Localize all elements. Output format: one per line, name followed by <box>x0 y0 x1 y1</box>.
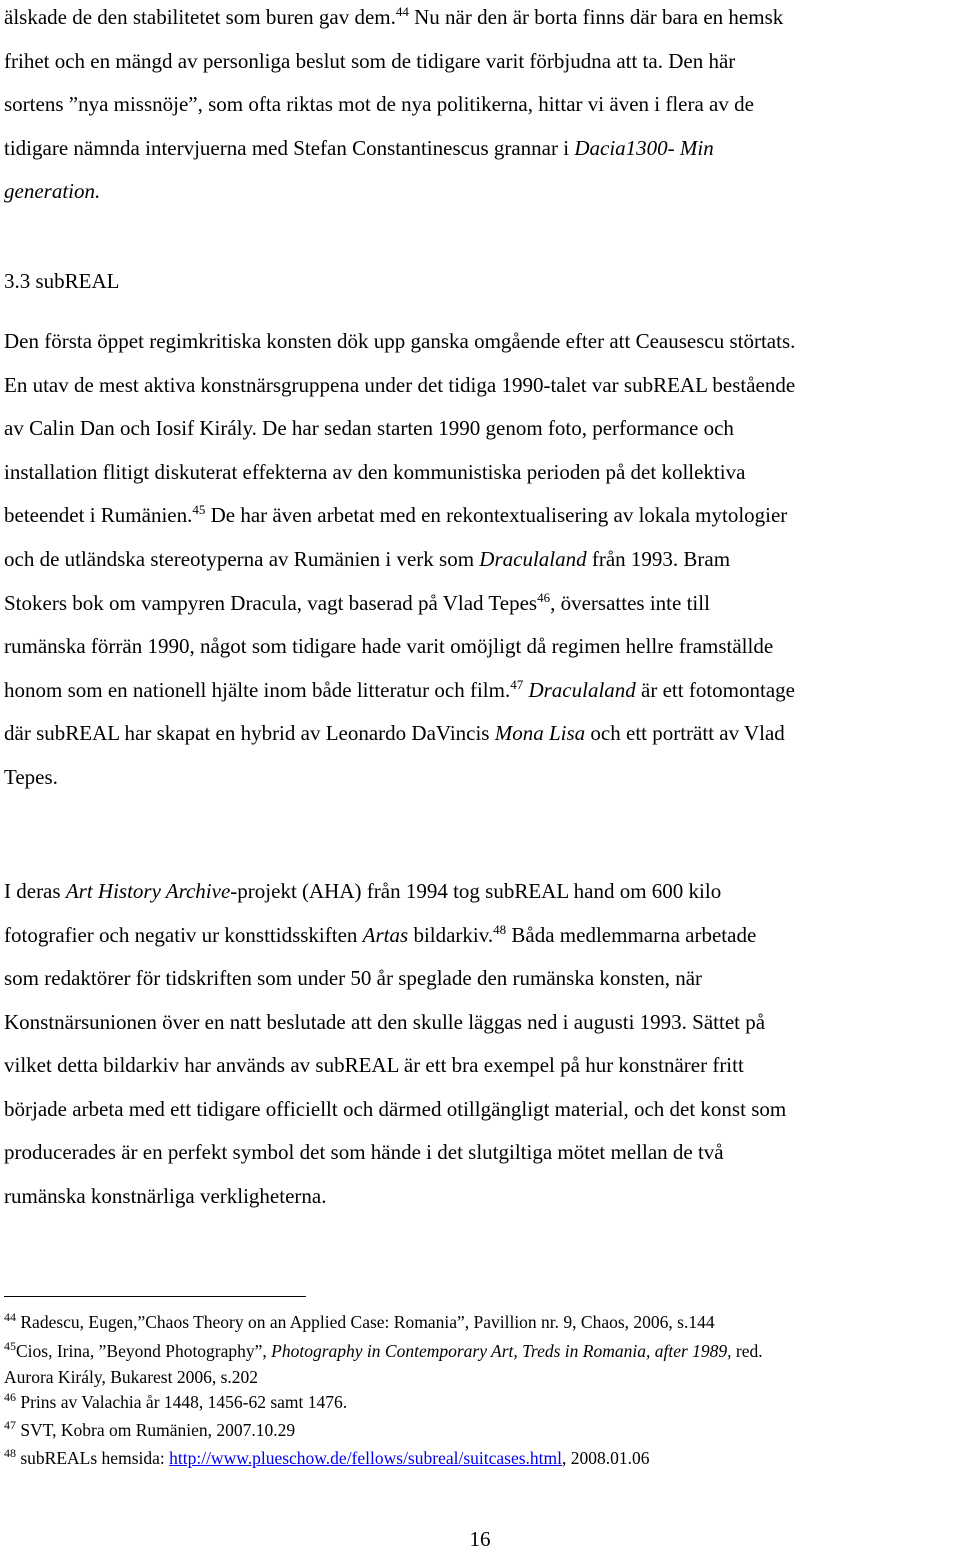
text-line: rumänska förrän 1990, något som tidigare hade varit omöjligt då regimen hellre framställde <box>4 634 774 659</box>
text: honom som en nationell hjälte inom både litteratur och film. <box>4 677 511 702</box>
footnote-text: Prins av Valachia år 1448, 1456-62 samt 1476. <box>16 1392 348 1412</box>
text-line <box>4 582 956 626</box>
paragraph-1 <box>4 0 956 214</box>
section-heading: 3.3 subREAL <box>4 269 120 293</box>
text: -projekt (AHA) från 1994 tog subREAL hand om 600 kilo <box>230 879 722 903</box>
text: och ett porträtt av Vlad <box>585 721 785 746</box>
italic-title: Draculaland <box>528 677 636 702</box>
text-line: frihet och en mängd av personliga beslut som de tidigare varit förbjudna att ta. Den här <box>4 48 736 73</box>
text-line <box>4 170 956 214</box>
text-line <box>4 914 956 958</box>
footnote-47 <box>4 1416 956 1444</box>
text-line: vilket detta bildarkiv har används av subREAL är ett bra exempel på hur konstnärer fritt <box>4 1053 744 1077</box>
text: och de utländska stereotyperna av Rumänien i verk som <box>4 546 480 571</box>
footnote-text: Radescu, Eugen,”Chaos Theory on an Applied Case: Romania”, Pavillion nr. 9, Chaos, 2006, s.144 <box>16 1312 715 1332</box>
text-line: En utav de mest aktiva konstnärsgruppena under det tidiga 1990-talet var subREAL bestående <box>4 372 796 397</box>
text-line: Konstnärsunionen över en natt beslutade att den skulle läggas ned i augusti 1993. Sättet på <box>4 1009 766 1034</box>
text: där subREAL har skapat en hybrid av Leonardo DaVincis <box>4 721 495 746</box>
subreal-website-link[interactable]: http://www.plueschow.de/fellows/subreal/suitcases.html <box>169 1448 562 1468</box>
footnote-46 <box>4 1388 956 1416</box>
footnote-number: 48 <box>4 1446 16 1461</box>
footnote-45-cont: Aurora Király, Bukarest 2006, s.202 <box>4 1367 259 1387</box>
footnote-text: , 2008.01.06 <box>562 1448 650 1468</box>
footnote-ref-46[interactable]: 46 <box>537 589 551 605</box>
text: fotografier och negativ ur konsttidsskiften <box>4 922 363 947</box>
footnote-48 <box>4 1444 956 1472</box>
footnote-text: SVT, Kobra om Rumänien, 2007.10.29 <box>16 1420 296 1440</box>
footnote-ref-47[interactable]: 47 <box>510 676 524 692</box>
paragraph-2 <box>4 320 956 800</box>
text-line: av Calin Dan och Iosif Király. De har sedan starten 1990 genom foto, performance och <box>4 416 734 441</box>
text: I deras <box>4 879 66 903</box>
text-line <box>4 712 956 756</box>
text-line <box>4 538 956 582</box>
footnotes <box>4 1308 956 1472</box>
text: beteendet i Rumänien. <box>4 503 193 528</box>
footnote-ref-45[interactable]: 45 <box>192 502 206 518</box>
footnote-number: 45 <box>4 1339 16 1354</box>
text-line: började arbeta med ett tidigare officiellt och därmed otillgängligt material, och det konst som <box>4 1096 787 1121</box>
text-line: Tepes. <box>4 764 58 789</box>
text-line: Den första öppet regimkritiska konsten dök upp ganska omgående efter att Ceausescu störtats. <box>4 329 796 353</box>
text-line: producerades är en perfekt symbol det som hände i det slutgiltiga mötet mellan de två <box>4 1140 724 1164</box>
text-line <box>4 0 956 40</box>
text-line: sortens ”nya missnöje”, som ofta riktas mot de nya politikerna, hittar vi även i flera av de <box>4 92 754 117</box>
text-line <box>4 127 956 171</box>
footnote-text: red. <box>731 1341 763 1361</box>
footnote-number: 44 <box>4 1310 16 1325</box>
italic-title: Draculaland <box>479 546 587 571</box>
text-line: rumänska konstnärliga verkligheterna. <box>4 1183 327 1208</box>
footnote-45 <box>4 1336 956 1366</box>
footnote-text: subREALs hemsida: <box>16 1448 170 1468</box>
text: älskade de den stabilitetet som buren gav dem. <box>4 5 396 29</box>
italic-title: Art History Archive <box>65 879 231 903</box>
footnote-ref-48[interactable]: 48 <box>493 921 507 937</box>
text: är ett fotomontage <box>635 677 795 702</box>
italic-title: Dacia1300- Min <box>574 135 714 160</box>
footnote-italic: Photography in Contemporary Art, Treds in Romania, after 1989, <box>271 1341 732 1361</box>
italic-title: generation. <box>4 179 101 204</box>
text-line <box>4 669 956 713</box>
text: Stokers bok om vampyren Dracula, vagt baserad på Vlad Tepes <box>4 590 538 615</box>
footnote-ref-44[interactable]: 44 <box>395 4 409 19</box>
footnote-text: Cios, Irina, ”Beyond Photography”, <box>16 1341 272 1361</box>
footnote-44 <box>4 1308 956 1336</box>
footnote-number: 47 <box>4 1418 16 1433</box>
text-line: som redaktörer för tidskriften som under 50 år speglade den rumänska konsten, när <box>4 966 703 990</box>
footnote-separator <box>4 1296 306 1297</box>
footnote-number: 46 <box>4 1390 16 1405</box>
text: Nu när den är borta finns där bara en hemsk <box>408 5 784 29</box>
text: bildarkiv. <box>408 922 494 947</box>
text: , översattes inte till <box>550 590 710 615</box>
text-line <box>4 494 956 538</box>
page-number: 16 <box>469 1527 491 1551</box>
text: tidigare nämnda intervjuerna med Stefan Constantinescus grannar i <box>4 135 575 160</box>
italic-title: Mona Lisa <box>494 721 586 746</box>
paragraph-3 <box>4 870 956 1218</box>
text: från 1993. Bram <box>586 546 731 571</box>
text: De har även arbetat med en rekontextualisering av lokala mytologier <box>205 503 788 528</box>
text: Båda medlemmarna arbetade <box>506 922 757 947</box>
italic-title: Artas <box>362 922 409 947</box>
text-line <box>4 870 956 914</box>
text-line: installation flitigt diskuterat effekterna av den kommunistiska perioden på det kollektiva <box>4 459 746 484</box>
